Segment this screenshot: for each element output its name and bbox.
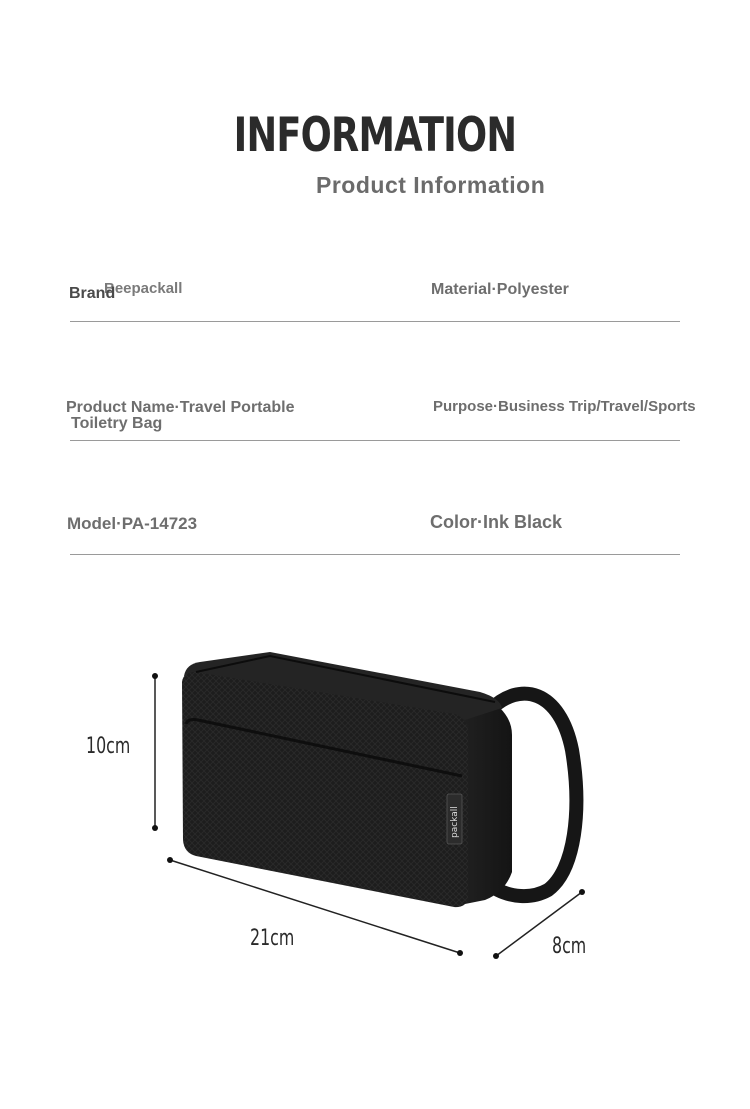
page-title: INFORMATION — [233, 108, 517, 163]
brand-label: Brand — [69, 285, 116, 302]
brand-tag-text: packall — [450, 806, 460, 838]
divider-2 — [70, 440, 680, 441]
brand-value: Beepackall — [104, 280, 183, 297]
product-illustration — [0, 600, 750, 1020]
material-spec: Material·Polyester — [431, 281, 569, 298]
divider-3 — [70, 554, 680, 555]
color-spec: Color·Ink Black — [430, 512, 563, 532]
brand-tag — [447, 794, 462, 844]
divider-1 — [70, 321, 680, 322]
height-dimension-line — [152, 673, 158, 831]
product-name-spec-line2: Toiletry Bag — [71, 415, 163, 432]
product-name-spec-line1: Product Name·Travel Portable — [66, 399, 295, 416]
model-spec: Model·PA-14723 — [67, 514, 198, 533]
length-label: 21cm — [250, 926, 295, 951]
page-subtitle: Product Information — [316, 172, 546, 198]
purpose-spec: Purpose·Business Trip/Travel/Sports — [433, 398, 696, 415]
height-label: 10cm — [86, 734, 131, 759]
depth-label: 8cm — [552, 934, 587, 959]
